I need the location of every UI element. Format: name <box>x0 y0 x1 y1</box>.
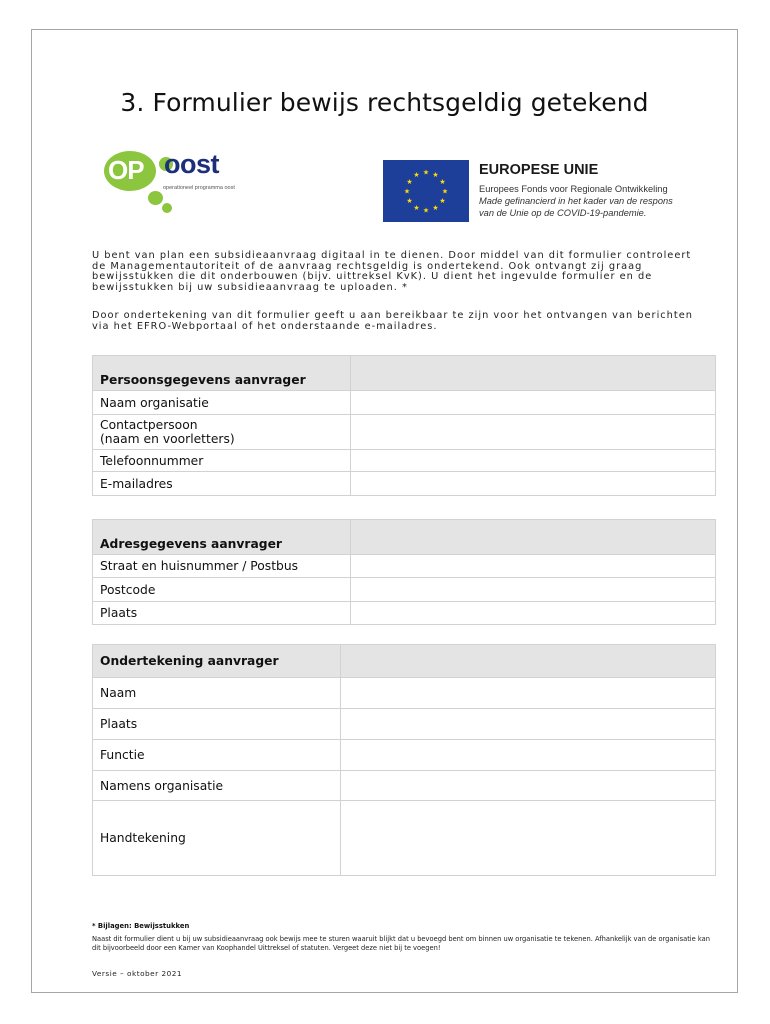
straat-field[interactable] <box>351 555 716 578</box>
naam-field[interactable] <box>341 678 716 709</box>
plaats-field[interactable] <box>351 602 716 625</box>
field-label-e-mailadres: E-mailadres <box>93 472 351 496</box>
field-label-plaats-ondertekening: Plaats <box>93 709 341 740</box>
eu-star-icon: ★ <box>441 187 449 196</box>
logo-dot-icon <box>162 203 172 213</box>
eu-stars <box>383 160 469 222</box>
table-row <box>93 391 716 415</box>
op-oost-logo <box>104 145 274 245</box>
table-row <box>93 555 716 578</box>
eu-covid-line-1: Made gefinancierd in het kader van de respons <box>479 196 673 206</box>
ondertekening-heading: Ondertekening aanvrager <box>93 645 341 678</box>
table-header-cell <box>341 645 716 678</box>
table-row <box>93 450 716 472</box>
eu-star-icon: ★ <box>432 171 439 180</box>
logo-mark: OP <box>108 155 144 185</box>
e-mailadres-field[interactable] <box>351 472 716 496</box>
contactpersoon-hint: (naam en voorletters) <box>100 432 235 446</box>
eu-star-icon: ★ <box>413 171 420 180</box>
telefoonnummer-field[interactable] <box>351 450 716 472</box>
eu-star-icon: ★ <box>413 203 420 212</box>
eu-star-icon: ★ <box>422 206 430 215</box>
persoonsgegevens-heading: Persoonsgegevens aanvrager <box>93 356 351 391</box>
field-label-straat: Straat en huisnummer / Postbus <box>93 555 351 578</box>
table-row <box>93 602 716 625</box>
eu-covid-line-2: van de Unie op de COVID-19-pandemie. <box>479 208 647 218</box>
eu-star-icon: ★ <box>439 197 446 205</box>
table-row <box>93 801 716 876</box>
field-label-naam: Naam <box>93 678 341 709</box>
table-row <box>93 740 716 771</box>
eu-star-icon: ★ <box>403 187 411 196</box>
table-header-cell <box>351 356 716 391</box>
footnote-text: Naast dit formulier dient u bij uw subsidieaanvraag ook bewijs mee te sturen waaruit blijkt dat u bevoegd bent om binnen uw organisatie te tekenen. Afhankelijk van de organisatie kan dit bijvoorbeeld door een Kamer van Koophandel Uittreksel of statuten. Vergeet deze niet bij te voegen! <box>92 935 711 952</box>
functie-field[interactable] <box>341 740 716 771</box>
table-row <box>93 709 716 740</box>
eu-star-icon: ★ <box>422 168 430 177</box>
table-header-row <box>93 356 716 391</box>
logo-word: oost <box>164 149 219 179</box>
logo-dot-icon <box>148 191 163 205</box>
field-label-plaats: Plaats <box>93 602 351 625</box>
field-label-naam-organisatie: Naam organisatie <box>93 391 351 415</box>
adresgegevens-heading: Adresgegevens aanvrager <box>93 520 351 555</box>
plaats-ondertekening-field[interactable] <box>341 709 716 740</box>
page-title: 3. Formulier bewijs rechtsgeldig getekend <box>120 88 649 117</box>
adresgegevens-table <box>92 519 716 625</box>
field-label-namens-organisatie: Namens organisatie <box>93 771 341 801</box>
form-page <box>31 29 738 993</box>
table-row <box>93 472 716 496</box>
footnote-title: * Bijlagen: Bewijsstukken <box>92 922 190 930</box>
version-label: Versie – oktober 2021 <box>92 969 183 978</box>
namens-organisatie-field[interactable] <box>341 771 716 801</box>
table-row <box>93 771 716 801</box>
logo-subtitle: operationeel programma oost <box>163 185 235 191</box>
field-label-contactpersoon <box>93 415 351 450</box>
table-row <box>93 578 716 602</box>
eu-star-icon: ★ <box>432 203 439 212</box>
table-row <box>93 415 716 450</box>
persoonsgegevens-table <box>92 355 716 496</box>
ondertekening-table <box>92 644 716 876</box>
intro-paragraph-2: Door ondertekening van dit formulier geeft u aan bereikbaar te zijn voor het ontvangen van berichten via het EFRO-Webportaal of het onderstaande e-mailadres. <box>92 310 693 332</box>
handtekening-field[interactable] <box>341 801 716 876</box>
field-label-telefoonnummer: Telefoonnummer <box>93 450 351 472</box>
eu-title: EUROPESE UNIE <box>479 162 599 178</box>
eu-star-icon: ★ <box>439 178 446 186</box>
eu-flag-icon <box>383 160 469 222</box>
eu-fund-line: Europees Fonds voor Regionale Ontwikkeling <box>479 184 668 194</box>
intro-paragraph-1: U bent van plan een subsidieaanvraag digitaal in te dienen. Door middel van dit formulier controleert de Managementautoriteit of de aanvraag rechtsgeldig is ondertekend. Ook ontvangt zij graag bewijsstukken die dit onderbouwen (bijv. uittreksel KvK). U dient het ingevulde formulier en de bewijsstukken bij uw subsidieaanvraag te uploaden. * <box>92 250 692 293</box>
eu-star-icon: ★ <box>406 197 413 205</box>
table-header-row <box>93 520 716 555</box>
field-label-functie: Functie <box>93 740 341 771</box>
field-label-postcode: Postcode <box>93 578 351 602</box>
table-header-row <box>93 645 716 678</box>
table-header-cell <box>351 520 716 555</box>
naam-organisatie-field[interactable] <box>351 391 716 415</box>
postcode-field[interactable] <box>351 578 716 602</box>
contactpersoon-field[interactable] <box>351 415 716 450</box>
field-label-handtekening: Handtekening <box>93 801 341 876</box>
contactpersoon-label: Contactpersoon <box>100 418 198 432</box>
table-row <box>93 678 716 709</box>
eu-star-icon: ★ <box>406 178 413 186</box>
